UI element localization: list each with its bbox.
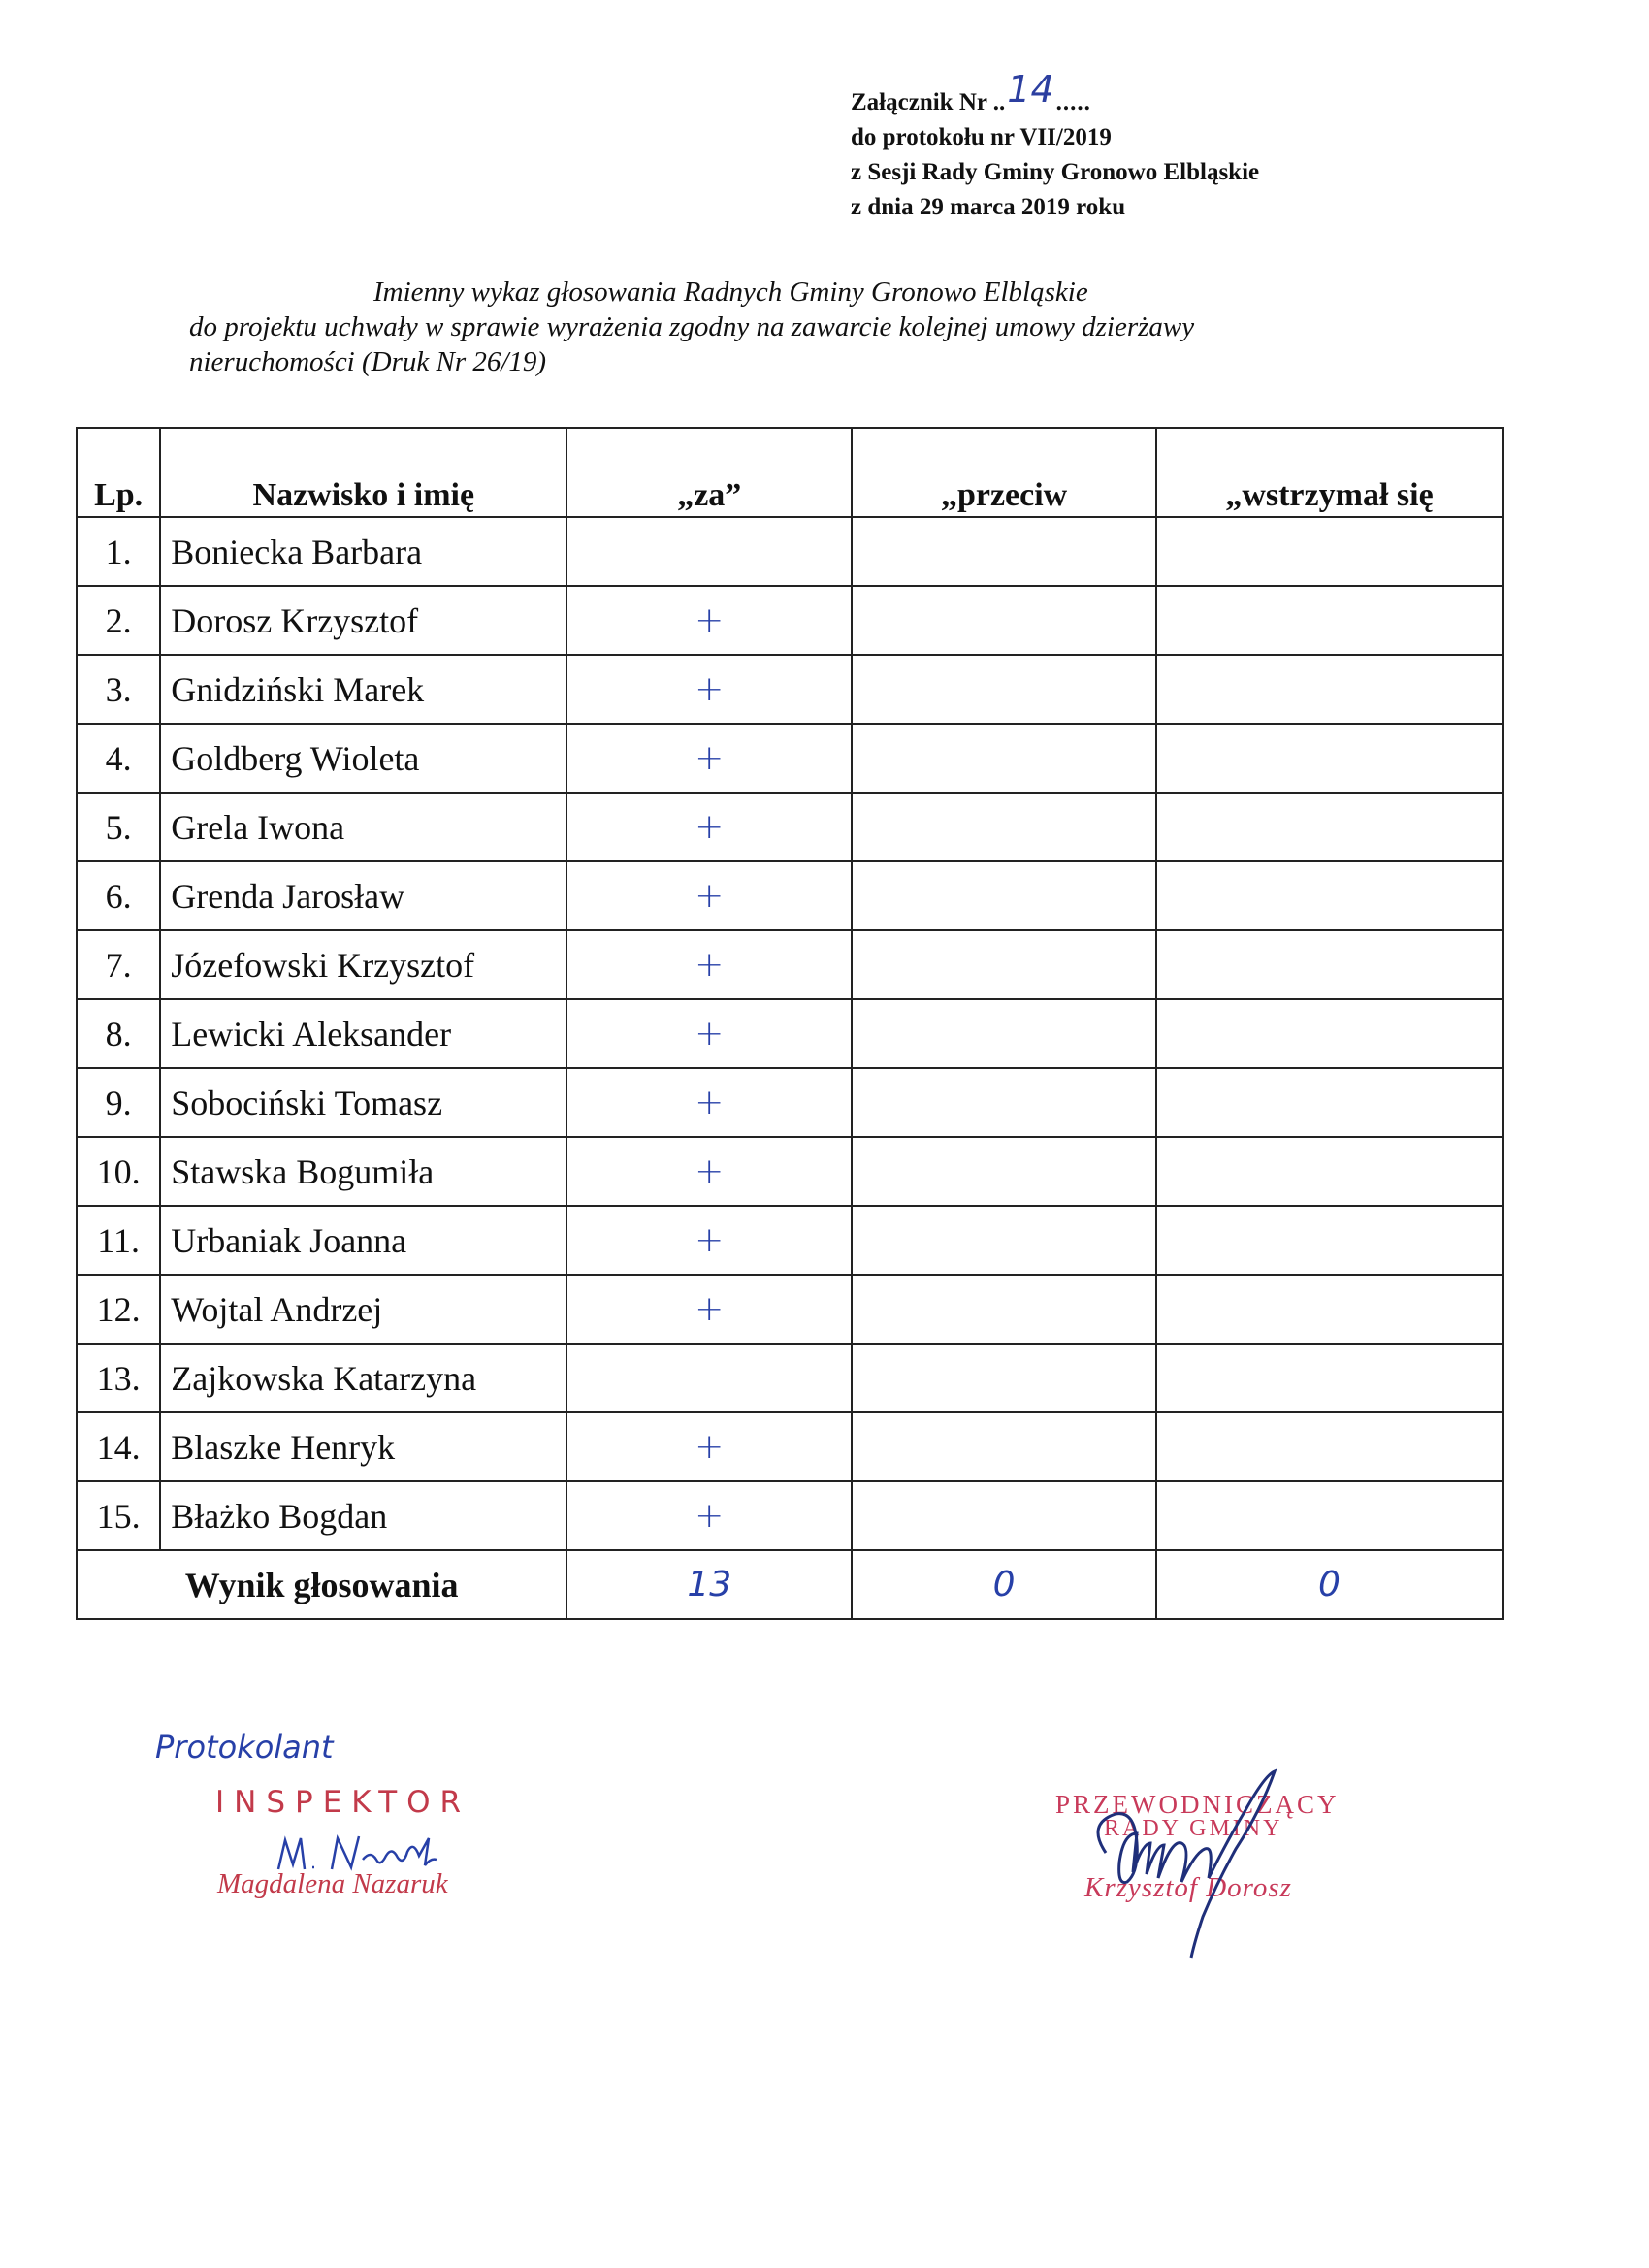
vote-za-mark — [566, 1344, 852, 1412]
vote-przeciw-mark — [852, 586, 1156, 655]
vote-wstrzymal-mark — [1156, 1275, 1503, 1344]
chairman-stamp-name: Krzysztof Dorosz — [1084, 1872, 1292, 1903]
vote-za-mark: + — [566, 1275, 852, 1344]
vote-przeciw-mark — [852, 1137, 1156, 1206]
table-row — [77, 1344, 1503, 1412]
inspector-stamp-title: INSPEKTOR — [215, 1785, 471, 1820]
attachment-header — [851, 68, 1260, 225]
vote-wstrzymal-mark — [1156, 861, 1503, 930]
table-row — [77, 1481, 1503, 1550]
chairman-stamp-subtitle: RADY GMINY — [1104, 1816, 1283, 1841]
vote-wstrzymal-mark — [1156, 999, 1503, 1068]
vote-wstrzymal-mark — [1156, 1206, 1503, 1275]
vote-za-mark: + — [566, 930, 852, 999]
row-lp: 13. — [77, 1344, 160, 1412]
result-przeciw: 0 — [852, 1550, 1156, 1619]
result-wstrzymal: 0 — [1156, 1550, 1503, 1619]
result-row — [77, 1550, 1503, 1619]
vote-przeciw-mark — [852, 861, 1156, 930]
chairman-stamp-title: PRZEWODNICZĄCY — [1055, 1790, 1340, 1819]
row-name: Urbaniak Joanna — [160, 1206, 566, 1275]
chairman-signature — [1067, 1746, 1339, 1974]
attachment-number-handwritten: 14 — [1007, 68, 1054, 111]
table-row — [77, 1137, 1503, 1206]
result-label: Wynik głosowania — [77, 1550, 566, 1619]
table-row — [77, 1068, 1503, 1137]
protocol-number: do protokołu nr VII/2019 — [851, 124, 1112, 150]
vote-za-mark: + — [566, 793, 852, 861]
header-lp: Lp. — [77, 428, 160, 517]
vote-za-mark: + — [566, 999, 852, 1068]
title-line-2: do projektu uchwały w sprawie wyrażenia zgodny na zawarcie kolejnej umowy dzierżawy — [189, 311, 1195, 342]
table-row — [77, 655, 1503, 724]
vote-za-mark: + — [566, 1137, 852, 1206]
row-name: Gnidziński Marek — [160, 655, 566, 724]
table-row — [77, 861, 1503, 930]
vote-przeciw-mark — [852, 793, 1156, 861]
vote-wstrzymal-mark — [1156, 1412, 1503, 1481]
vote-wstrzymal-mark — [1156, 930, 1503, 999]
header-przeciw: „przeciw — [852, 428, 1156, 517]
protocol-writer-handwritten-label — [155, 1729, 334, 1766]
vote-za-mark: + — [566, 1068, 852, 1137]
vote-wstrzymal-mark — [1156, 1344, 1503, 1412]
vote-przeciw-mark — [852, 655, 1156, 724]
row-lp: 11. — [77, 1206, 160, 1275]
vote-wstrzymal-mark — [1156, 724, 1503, 793]
vote-przeciw-mark — [852, 999, 1156, 1068]
vote-wstrzymal-mark — [1156, 793, 1503, 861]
row-name: Sobociński Tomasz — [160, 1068, 566, 1137]
row-lp: 12. — [77, 1275, 160, 1344]
vote-za-mark: + — [566, 724, 852, 793]
vote-przeciw-mark — [852, 1206, 1156, 1275]
table-header-row — [77, 428, 1503, 517]
row-name: Boniecka Barbara — [160, 517, 566, 586]
table-row — [77, 999, 1503, 1068]
vote-wstrzymal-mark — [1156, 586, 1503, 655]
vote-za-mark: + — [566, 586, 852, 655]
vote-przeciw-mark — [852, 517, 1156, 586]
row-lp: 15. — [77, 1481, 160, 1550]
row-lp: 2. — [77, 586, 160, 655]
attachment-suffix: ..... — [1055, 89, 1091, 115]
row-name: Dorosz Krzysztof — [160, 586, 566, 655]
session-name: z Sesji Rady Gminy Gronowo Elbląskie — [851, 159, 1260, 185]
table-row — [77, 724, 1503, 793]
row-lp: 4. — [77, 724, 160, 793]
attachment-prefix: Załącznik Nr .. — [851, 89, 1006, 115]
vote-za-mark: + — [566, 1206, 852, 1275]
row-lp: 10. — [77, 1137, 160, 1206]
row-name: Goldberg Wioleta — [160, 724, 566, 793]
session-date: z dnia 29 marca 2019 roku — [851, 194, 1126, 220]
document-title — [189, 275, 1450, 379]
row-lp: 3. — [77, 655, 160, 724]
vote-wstrzymal-mark — [1156, 1068, 1503, 1137]
row-lp: 7. — [77, 930, 160, 999]
row-lp: 8. — [77, 999, 160, 1068]
table-row — [77, 1412, 1503, 1481]
row-name: Grela Iwona — [160, 793, 566, 861]
vote-wstrzymal-mark — [1156, 517, 1503, 586]
title-line-3: nieruchomości (Druk Nr 26/19) — [189, 346, 547, 377]
table-row — [77, 930, 1503, 999]
vote-wstrzymal-mark — [1156, 655, 1503, 724]
row-name: Błażko Bogdan — [160, 1481, 566, 1550]
vote-wstrzymal-mark — [1156, 1137, 1503, 1206]
result-za: 13 — [566, 1550, 852, 1619]
header-name: Nazwisko i imię — [160, 428, 566, 517]
title-line-1: Imienny wykaz głosowania Radnych Gminy Gronowo Elbląskie — [373, 276, 1088, 308]
vote-przeciw-mark — [852, 724, 1156, 793]
row-lp: 1. — [77, 517, 160, 586]
row-name: Zajkowska Katarzyna — [160, 1344, 566, 1412]
row-name: Blaszke Henryk — [160, 1412, 566, 1481]
vote-za-mark: + — [566, 1412, 852, 1481]
vote-przeciw-mark — [852, 1068, 1156, 1137]
row-name: Stawska Bogumiła — [160, 1137, 566, 1206]
vote-wstrzymal-mark — [1156, 1481, 1503, 1550]
protocol-writer-role: Protokolant — [155, 1729, 334, 1766]
voting-table — [76, 427, 1504, 1620]
row-name: Lewicki Aleksander — [160, 999, 566, 1068]
vote-za-mark: + — [566, 861, 852, 930]
table-row — [77, 517, 1503, 586]
row-name: Wojtal Andrzej — [160, 1275, 566, 1344]
attachment-number-line — [851, 68, 1259, 120]
header-za: „za” — [566, 428, 852, 517]
vote-przeciw-mark — [852, 1412, 1156, 1481]
vote-przeciw-mark — [852, 930, 1156, 999]
vote-za-mark: + — [566, 655, 852, 724]
vote-przeciw-mark — [852, 1275, 1156, 1344]
header-wstrzymal: „wstrzymał się — [1156, 428, 1503, 517]
row-lp: 9. — [77, 1068, 160, 1137]
row-lp: 14. — [77, 1412, 160, 1481]
table-row — [77, 1275, 1503, 1344]
table-row — [77, 586, 1503, 655]
vote-za-mark — [566, 517, 852, 586]
signature-icon — [1067, 1746, 1339, 1969]
table-row — [77, 793, 1503, 861]
row-lp: 5. — [77, 793, 160, 861]
vote-przeciw-mark — [852, 1481, 1156, 1550]
row-name: Grenda Jarosław — [160, 861, 566, 930]
row-name: Józefowski Krzysztof — [160, 930, 566, 999]
row-lp: 6. — [77, 861, 160, 930]
vote-za-mark: + — [566, 1481, 852, 1550]
table-row — [77, 1206, 1503, 1275]
inspector-stamp-name: Magdalena Nazaruk — [217, 1868, 448, 1899]
vote-przeciw-mark — [852, 1344, 1156, 1412]
